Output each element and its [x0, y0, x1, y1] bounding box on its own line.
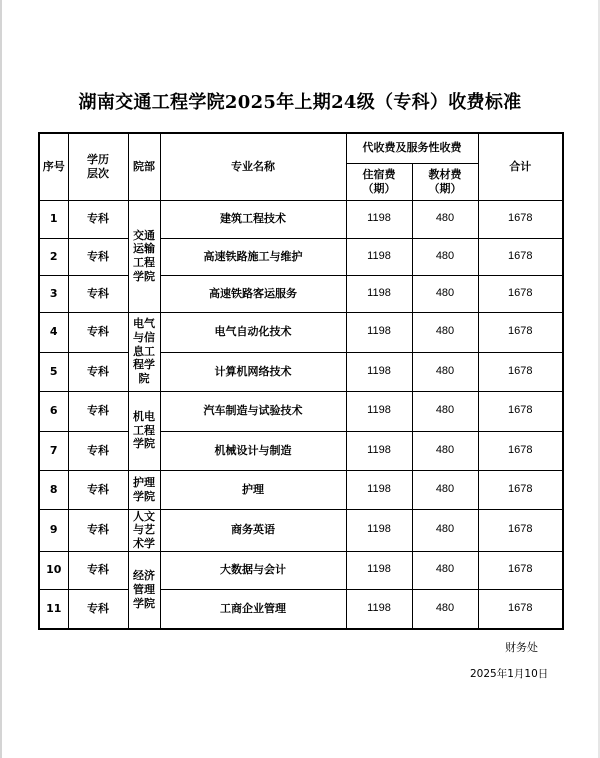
major-name: 计算机网络技术 [160, 352, 346, 391]
lodging-fee: 1198 [346, 470, 412, 509]
row-number: 2 [39, 238, 68, 275]
department-label: 电气与信息工程学院 [133, 317, 155, 386]
total-fee: 1678 [478, 312, 563, 352]
education-level: 专科 [68, 509, 128, 551]
major-name: 高速铁路施工与维护 [160, 238, 346, 275]
education-level: 专科 [68, 589, 128, 629]
lodging-fee: 1198 [346, 509, 412, 551]
total-fee: 1678 [478, 238, 563, 275]
major-name: 大数据与会计 [160, 551, 346, 589]
row-number: 5 [39, 352, 68, 391]
lodging-fee: 1198 [346, 238, 412, 275]
education-level: 专科 [68, 391, 128, 431]
materials-fee: 480 [412, 312, 478, 352]
lodging-fee: 1198 [346, 312, 412, 352]
table-row [39, 391, 563, 431]
department-name [128, 312, 160, 391]
major-name: 护理 [160, 470, 346, 509]
department-name [128, 509, 160, 551]
header-group: 代收费及服务性收费 [346, 133, 478, 163]
row-number: 3 [39, 275, 68, 312]
row-number: 8 [39, 470, 68, 509]
header-major: 专业名称 [160, 133, 346, 200]
total-fee: 1678 [478, 200, 563, 238]
header-total: 合计 [478, 133, 563, 200]
header-lodging-text: 住宿费（期） [362, 167, 396, 195]
major-name: 汽车制造与试验技术 [160, 391, 346, 431]
header-seq: 序号 [39, 133, 68, 200]
row-number: 6 [39, 391, 68, 431]
table-row [39, 312, 563, 352]
total-fee: 1678 [478, 352, 563, 391]
department-label: 护理学院 [133, 475, 155, 503]
table-row [39, 551, 563, 589]
issuing-office: 财务处 [505, 641, 538, 654]
total-fee: 1678 [478, 509, 563, 551]
document-title: 湖南交通工程学院2025年上期24级（专科）收费标准 [78, 92, 522, 113]
department-name [128, 551, 160, 629]
materials-fee: 480 [412, 391, 478, 431]
table-row [39, 238, 563, 275]
lodging-fee: 1198 [346, 275, 412, 312]
major-name: 高速铁路客运服务 [160, 275, 346, 312]
table-row [39, 509, 563, 551]
materials-fee: 480 [412, 431, 478, 470]
materials-fee: 480 [412, 551, 478, 589]
total-fee: 1678 [478, 589, 563, 629]
education-level: 专科 [68, 238, 128, 275]
header-dept: 院部 [128, 133, 160, 200]
department-name [128, 200, 160, 312]
major-name: 机械设计与制造 [160, 431, 346, 470]
total-fee: 1678 [478, 551, 563, 589]
lodging-fee: 1198 [346, 391, 412, 431]
education-level: 专科 [68, 470, 128, 509]
department-label: 交通运输工程学院 [133, 228, 155, 283]
total-fee: 1678 [478, 391, 563, 431]
table-row [39, 275, 563, 312]
table-row [39, 470, 563, 509]
materials-fee: 480 [412, 509, 478, 551]
row-number: 4 [39, 312, 68, 352]
row-number: 11 [39, 589, 68, 629]
materials-fee: 480 [412, 238, 478, 275]
header-lodging [346, 163, 412, 200]
lodging-fee: 1198 [346, 551, 412, 589]
header-materials [412, 163, 478, 200]
header-level [68, 133, 128, 200]
education-level: 专科 [68, 431, 128, 470]
row-number: 9 [39, 509, 68, 551]
department-label: 机电工程学院 [133, 409, 155, 451]
header-row-1 [39, 133, 563, 163]
major-name: 电气自动化技术 [160, 312, 346, 352]
major-name: 商务英语 [160, 509, 346, 551]
materials-fee: 480 [412, 275, 478, 312]
education-level: 专科 [68, 312, 128, 352]
row-number: 1 [39, 200, 68, 238]
major-name: 工商企业管理 [160, 589, 346, 629]
materials-fee: 480 [412, 589, 478, 629]
table-row [39, 352, 563, 391]
department-label: 人文与艺术学 [133, 509, 155, 550]
major-name: 建筑工程技术 [160, 200, 346, 238]
education-level: 专科 [68, 200, 128, 238]
header-level-text: 学历层次 [87, 153, 109, 180]
education-level: 专科 [68, 551, 128, 589]
table-row [39, 431, 563, 470]
department-name [128, 470, 160, 509]
table-row [39, 200, 563, 238]
issue-date: 2025年1月10日 [470, 668, 549, 680]
lodging-fee: 1198 [346, 431, 412, 470]
department-label: 经济管理学院 [133, 569, 155, 610]
total-fee: 1678 [478, 275, 563, 312]
lodging-fee: 1198 [346, 352, 412, 391]
materials-fee: 480 [412, 470, 478, 509]
total-fee: 1678 [478, 470, 563, 509]
row-number: 7 [39, 431, 68, 470]
education-level: 专科 [68, 352, 128, 391]
lodging-fee: 1198 [346, 589, 412, 629]
row-number: 10 [39, 551, 68, 589]
materials-fee: 480 [412, 200, 478, 238]
table-row [39, 589, 563, 629]
department-name [128, 391, 160, 470]
materials-fee: 480 [412, 352, 478, 391]
header-materials-text: 教材费（期） [428, 167, 462, 195]
total-fee: 1678 [478, 431, 563, 470]
education-level: 专科 [68, 275, 128, 312]
fee-table [38, 132, 564, 630]
lodging-fee: 1198 [346, 200, 412, 238]
